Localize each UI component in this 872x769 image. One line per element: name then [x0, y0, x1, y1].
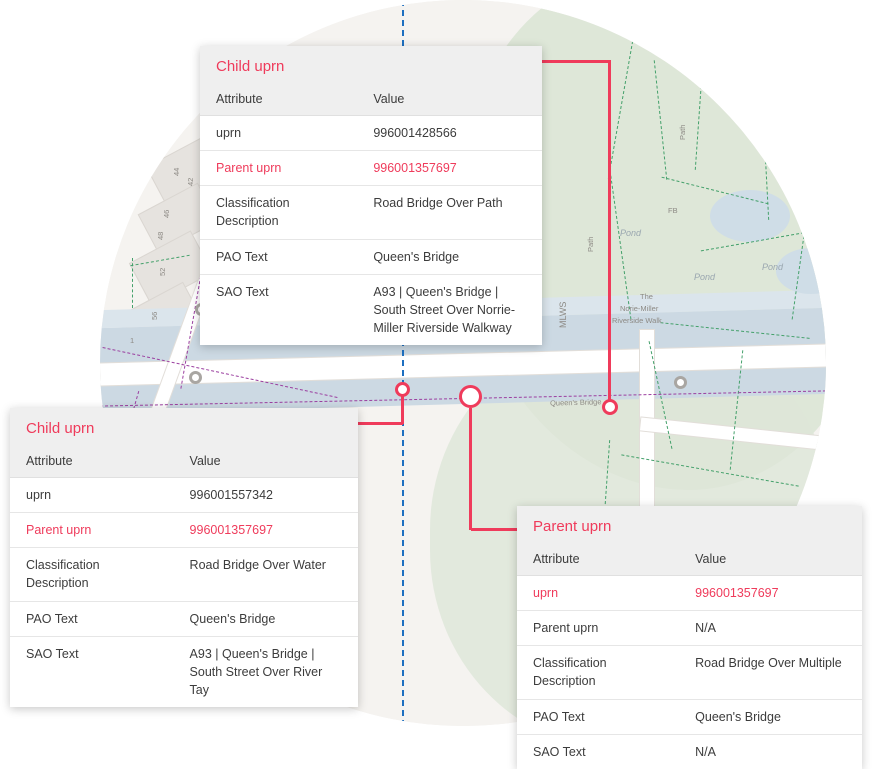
- cell-value: 996001557342: [174, 478, 358, 513]
- map-pin-child-path[interactable]: [602, 399, 618, 415]
- cell-value: A93 | Queen's Bridge | South Street Over River Tay: [189, 646, 323, 697]
- cell-attribute: uprn: [10, 478, 174, 513]
- cell-attribute: SAO Text: [26, 646, 79, 661]
- cell-attribute: uprn: [517, 576, 679, 611]
- cell-value: 996001357697: [679, 576, 862, 611]
- map-label: 44: [172, 167, 181, 176]
- cell-value: Queen's Bridge: [679, 699, 862, 734]
- cell-attribute: uprn: [200, 116, 357, 151]
- map-node: [189, 371, 202, 384]
- table-row: [200, 116, 542, 151]
- attribute-table: [10, 447, 358, 707]
- table-row: [517, 734, 862, 769]
- column-header-value: Value: [174, 447, 358, 478]
- cell-attribute: Classification Description: [10, 548, 174, 601]
- cell-attribute: SAO Text: [216, 284, 269, 299]
- table-header-row: [200, 85, 542, 116]
- table-row: [517, 611, 862, 646]
- table-row: [10, 548, 358, 601]
- card-title: Parent uprn: [533, 518, 612, 535]
- table-row: [10, 636, 358, 707]
- connector-line: [471, 528, 519, 531]
- cell-value: Road Bridge Over Multiple: [679, 646, 862, 699]
- connector-line: [469, 408, 472, 530]
- cell-value: A93 | Queen's Bridge | South Street Over Norrie-Miller Riverside Walkway: [373, 284, 516, 335]
- map-label: Pond: [762, 262, 784, 272]
- map-label: The: [640, 292, 653, 301]
- map-label: 56: [150, 311, 159, 320]
- table-row: [10, 513, 358, 548]
- table-row: [10, 601, 358, 636]
- table-row: [517, 646, 862, 699]
- cell-attribute: Classification Description: [200, 186, 357, 239]
- map-label: Pond: [694, 272, 716, 282]
- cell-value: Queen's Bridge: [357, 239, 542, 274]
- map-pin-parent[interactable]: [459, 385, 482, 408]
- map-label: 48: [156, 231, 165, 240]
- connector-line: [541, 60, 611, 63]
- card-title: Child uprn: [216, 58, 285, 75]
- cell-attribute: Parent uprn: [200, 151, 357, 186]
- cell-value: N/A: [695, 744, 716, 759]
- table-row: [200, 239, 542, 274]
- table-row: [517, 699, 862, 734]
- column-header-attribute: Attribute: [10, 447, 174, 478]
- column-header-attribute: Attribute: [517, 545, 679, 576]
- connector-line: [608, 60, 611, 406]
- map-pin-child-water[interactable]: [395, 382, 410, 397]
- cell-attribute: PAO Text: [10, 601, 174, 636]
- map-label: Path: [586, 236, 595, 252]
- table-row: [10, 478, 358, 513]
- cell-value: Road Bridge Over Path: [357, 186, 542, 239]
- map-label: 42: [186, 177, 195, 186]
- column-header-value: Value: [357, 85, 542, 116]
- cell-value: 996001357697: [174, 513, 358, 548]
- cell-attribute: SAO Text: [533, 744, 586, 759]
- map-label: 46: [162, 209, 171, 218]
- cell-attribute: Parent uprn: [517, 611, 679, 646]
- map-label: FB: [668, 206, 678, 215]
- map-label: MLWS: [558, 301, 568, 328]
- map-node: [674, 376, 687, 389]
- cell-value: 996001357697: [357, 151, 542, 186]
- cell-attribute: PAO Text: [200, 239, 357, 274]
- column-header-attribute: Attribute: [200, 85, 357, 116]
- cell-value: Road Bridge Over Water: [174, 548, 358, 601]
- card-header: [517, 506, 862, 545]
- attribute-table: [517, 545, 862, 769]
- card-header: [200, 46, 542, 85]
- attribute-table: [200, 85, 542, 345]
- column-header-value: Value: [679, 545, 862, 576]
- map-label: Pond: [620, 228, 642, 238]
- table-row: [200, 186, 542, 239]
- green-path: [132, 258, 133, 308]
- cell-value: 996001428566: [357, 116, 542, 151]
- cell-value: N/A: [679, 611, 862, 646]
- cell-attribute: Parent uprn: [10, 513, 174, 548]
- cell-value: Queen's Bridge: [174, 601, 358, 636]
- info-card-child-bridge-water: [10, 408, 358, 707]
- card-header: [10, 408, 358, 447]
- map-label: Path: [678, 124, 687, 140]
- map-label: 52: [158, 267, 167, 276]
- card-title: Child uprn: [26, 420, 95, 437]
- table-header-row: [517, 545, 862, 576]
- info-card-parent: [517, 506, 862, 769]
- map-label: Riverside Walk: [612, 316, 662, 325]
- table-row: [200, 151, 542, 186]
- cell-attribute: PAO Text: [517, 699, 679, 734]
- cell-attribute: Classification Description: [517, 646, 679, 699]
- map-label: Queen's Bridge: [549, 397, 602, 408]
- table-header-row: [10, 447, 358, 478]
- table-row: [200, 274, 542, 345]
- connector-line: [357, 422, 403, 425]
- info-card-child-bridge-path: [200, 46, 542, 345]
- map-label: Norie-Miller: [620, 304, 659, 313]
- table-row: [517, 576, 862, 611]
- map-label: 1: [130, 336, 135, 345]
